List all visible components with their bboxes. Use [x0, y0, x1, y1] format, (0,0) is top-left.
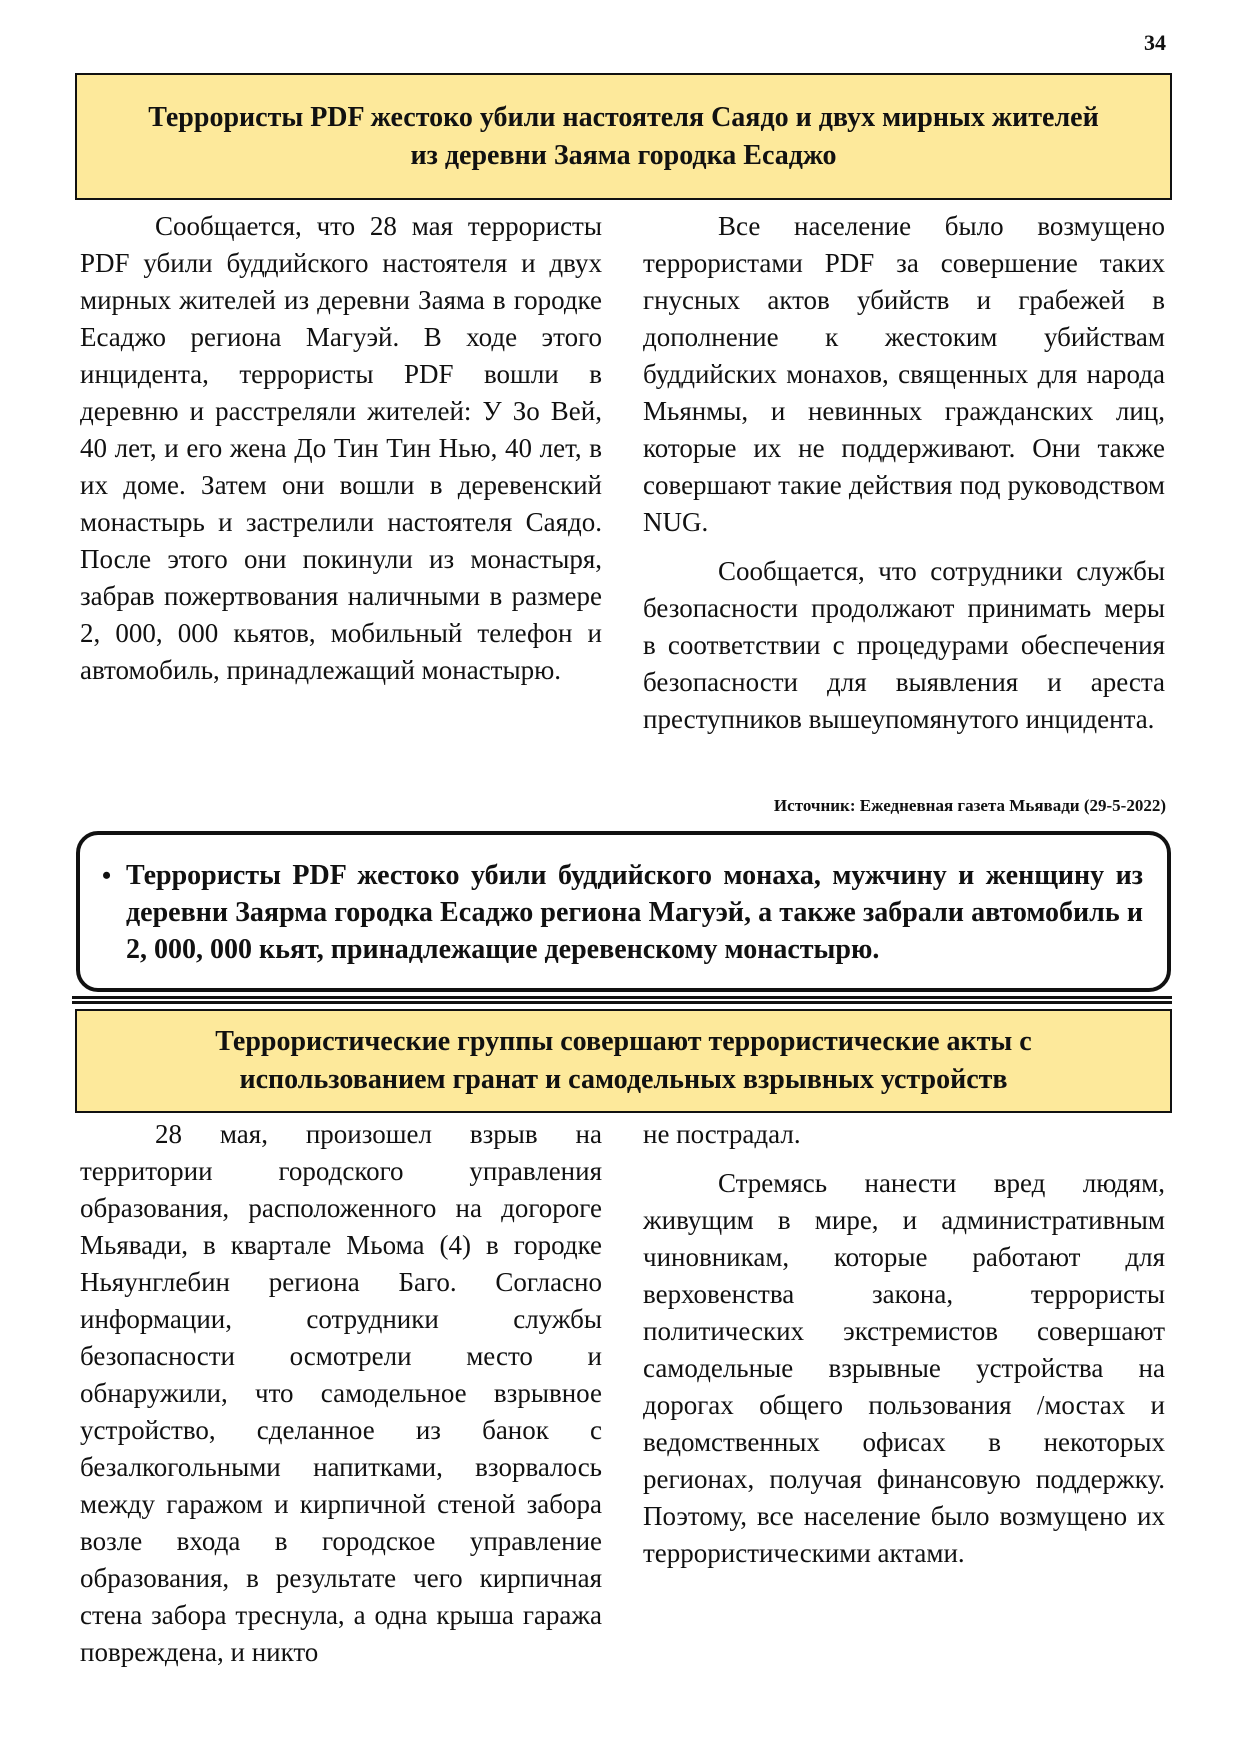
article1-source: Источник: Ежедневная газета Мьявади (29-5-2022) [773, 796, 1166, 815]
article2-left-paragraph: 28 мая, произошел взрыв на территории городского управления образования, расположенного на догороге Мьявади, в квартале Мьома (4) в городке Ньяунглебин региона Баго. Согласно информации, сотрудники службы безопасности осмотрели место и обнаружили, что самодельное взрывное устройство, сделанное из банок с безалкогольными напитками, взорвалось между гаражом и кирпичной стеной забора возле входа в городское управление образования, в результате чего кирпичная стена забора треснула, а одна крыша гаража повреждена, и никто [80, 1119, 602, 1667]
article2-title [75, 1009, 1172, 1113]
article1-title-line2: из деревни Заяма городка Есаджо [410, 139, 837, 171]
callout-text: Террористы PDF жестоко убили буддийского монаха, мужчину и женщину из деревни Заярма городка Есаджо региона Магуэй, а также забрали автомобиль и 2, 000, 000 кьят, принадлежащие деревенскому монастырю. [126, 860, 1143, 965]
bullet-icon: • [102, 861, 112, 890]
article1-left-column [80, 208, 602, 701]
article2-right-paragraph-1: Стремясь нанести вред людям, живущим в мире, и административным чиновникам, которые работают для верховенства закона, террористы политических экстремистов совершают самодельные взрывные устройства на дорогах общего пользования /мостах и ведомственных офисах в некоторых регионах, получая финансовую поддержку. Поэтому, все население было возмущено их террористическими актами. [643, 1168, 1165, 1568]
article2-right-column [643, 1116, 1165, 1584]
article2-right-paragraph-0: не пострадал. [643, 1119, 801, 1149]
section-divider [72, 996, 1172, 1004]
page-number: 34 [1144, 30, 1166, 55]
article1-left-paragraph: Сообщается, что 28 мая террористы PDF убили буддийского настоятеля и двух мирных жителей из деревни Заяма в городке Есаджо региона Магуэй. В ходе этого инцидента, террористы PDF вошли в деревню и расстреляли жителей: У Зо Вей, 40 лет, и его жена До Тин Тин Нью, 40 лет, в их доме. Затем они вошли в деревенский монастырь и застрелили настоятеля Саядо. После этого они покинули из монастыря, забрав пожертвования наличными в размере 2, 000, 000 кьятов, мобильный телефон и автомобиль, принадлежащий монастырю. [80, 211, 602, 685]
summary-callout [76, 831, 1171, 992]
article1-right-paragraph-1: Все население было возмущено террористами PDF за совершение таких гнусных актов убийств и грабежей в дополнение к жестоким убийствам буддийских монахов, священных для народа Мьянмы, и невинных гражданских лиц, которые их не поддерживают. Они также совершают такие действия под руководством NUG. [643, 211, 1165, 537]
article1-right-column [643, 208, 1165, 750]
article2-title-line2: использованием гранат и самодельных взрывных устройств [239, 1064, 1008, 1095]
article2-title-line1: Террористические группы совершают террористические акты с [215, 1026, 1032, 1057]
article1-title [75, 73, 1172, 200]
article1-title-line1: Террористы PDF жестоко убили настоятеля Саядо и двух мирных жителей [148, 101, 1099, 133]
article1-right-paragraph-2: Сообщается, что сотрудники службы безопасности продолжают принимать меры в соответствии с процедурами обеспечения безопасности для выявления и ареста преступников вышеупомянутого инцидента. [643, 556, 1165, 734]
article2-left-column [80, 1116, 602, 1683]
